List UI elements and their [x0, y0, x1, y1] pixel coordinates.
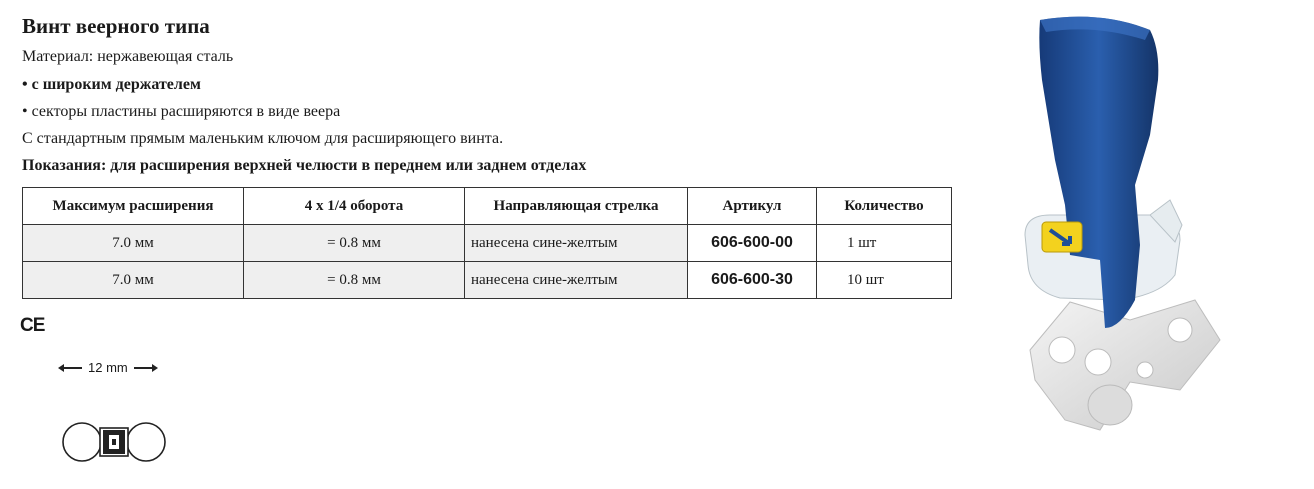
header-guide-arrow: Направляющая стрелка [465, 188, 688, 225]
specs-table [22, 187, 952, 299]
product-title: Винт веерного типа [22, 14, 210, 38]
feature-fan-sectors: • секторы пластины расширяются в виде веера [22, 103, 341, 120]
header-max-expansion: Максимум расширения [23, 188, 244, 225]
table-row [23, 262, 952, 299]
table-header-row [23, 188, 952, 225]
fan-screw-product-image [1010, 10, 1230, 435]
cell-quantity: 1 шт [817, 225, 952, 262]
material-text: Материал: нержавеющая сталь [22, 48, 234, 65]
indications-text: Показания: для расширения верхней челюсти в переднем или заднем отделах [22, 157, 587, 174]
cell-article: 606-600-30 [688, 262, 817, 299]
cell-guide-arrow: нанесена сине-желтым [465, 225, 688, 262]
ce-mark: CE [20, 315, 45, 336]
feature-wide-holder: • с широким держателем [22, 76, 201, 93]
dimension-label: 12 mm [88, 360, 128, 375]
table-row [23, 225, 952, 262]
cell-quantity: 10 шт [817, 262, 952, 299]
cell-max-expansion: 7.0 мм [23, 225, 244, 262]
header-turns: 4 x 1/4 оборота [244, 188, 465, 225]
cell-turns: = 0.8 мм [244, 262, 465, 299]
header-quantity: Количество [817, 188, 952, 225]
cell-turns: = 0.8 мм [244, 225, 465, 262]
cell-max-expansion: 7.0 мм [23, 262, 244, 299]
cell-guide-arrow: нанесена сине-желтым [465, 262, 688, 299]
key-note: С стандартным прямым маленьким ключом для расширяющего винта. [22, 130, 504, 147]
screw-outline-diagram [60, 420, 172, 470]
header-article: Артикул [688, 188, 817, 225]
dimension-indicator [62, 360, 154, 375]
arrow-right-icon [134, 367, 154, 369]
arrow-left-icon [62, 367, 82, 369]
cell-article: 606-600-00 [688, 225, 817, 262]
